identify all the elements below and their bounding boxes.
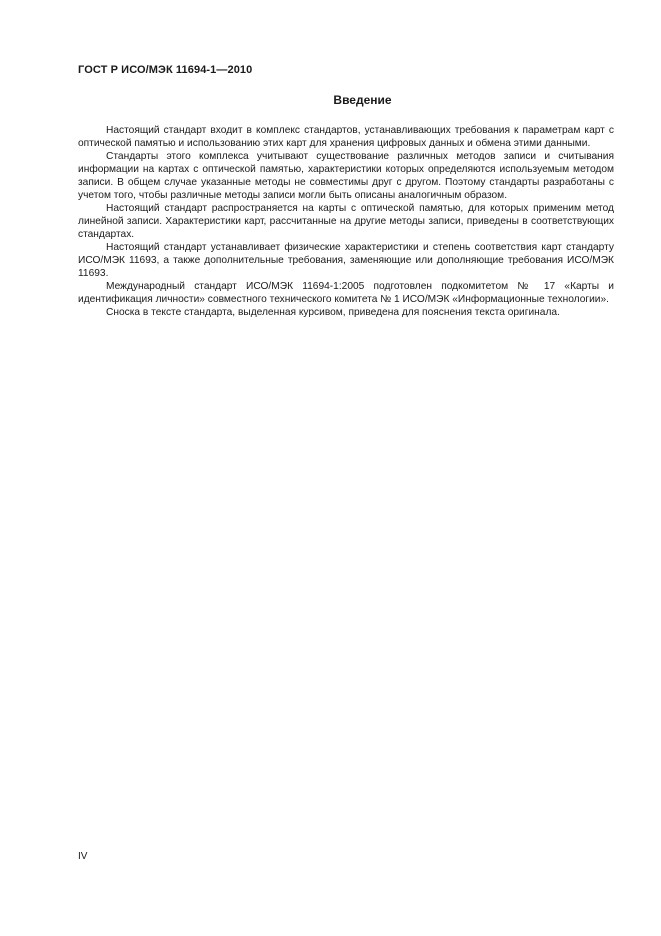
paragraph-2: Стандарты этого комплекса учитывают существование различных методов записи и считывания информации на картах с оптической памятью, характеристики которых определяются используемым методом записи. В общем случае указанные методы не совместимы друг с другом. Поэтому стандарты разработаны с учетом того, чтобы различные методы записи могли быть описаны аналогичным образом. (78, 151, 614, 201)
section-title (0, 93, 661, 107)
paragraph-4: Настоящий стандарт устанавливает физические характеристики и степень соответствия карт стандарту ИСО/МЭК 11693, а также дополнительные требования, заменяющие или дополняющие требования ИСО/МЭК 11693. (78, 242, 614, 279)
introduction-body (78, 124, 614, 319)
paragraph-6: Сноска в тексте стандарта, выделенная курсивом, приведена для пояснения текста оригинала. (106, 307, 560, 318)
running-header: ГОСТ Р ИСО/МЭК 11694-1—2010 (78, 64, 253, 76)
paragraph-5: Международный стандарт ИСО/МЭК 11694-1:2005 подготовлен подкомитетом № 17 «Карты и идентификация личности» совместного технического комитета № 1 ИСО/МЭК «Информационные технологии». (78, 281, 614, 305)
paragraph-3: Настоящий стандарт распространяется на карты с оптической памятью, для которых применим метод линейной записи. Характеристики карт, рассчитанные на другие методы записи, приведены в соответствующих стандартах. (78, 203, 614, 240)
paragraph-1: Настоящий стандарт входит в комплекс стандартов, устанавливающих требования к параметрам карт с оптической памятью и использованию этих карт для хранения цифровых данных и обмена этими данными. (78, 125, 614, 149)
page-number: IV (78, 851, 88, 862)
section-title-text: Введение (333, 93, 392, 107)
